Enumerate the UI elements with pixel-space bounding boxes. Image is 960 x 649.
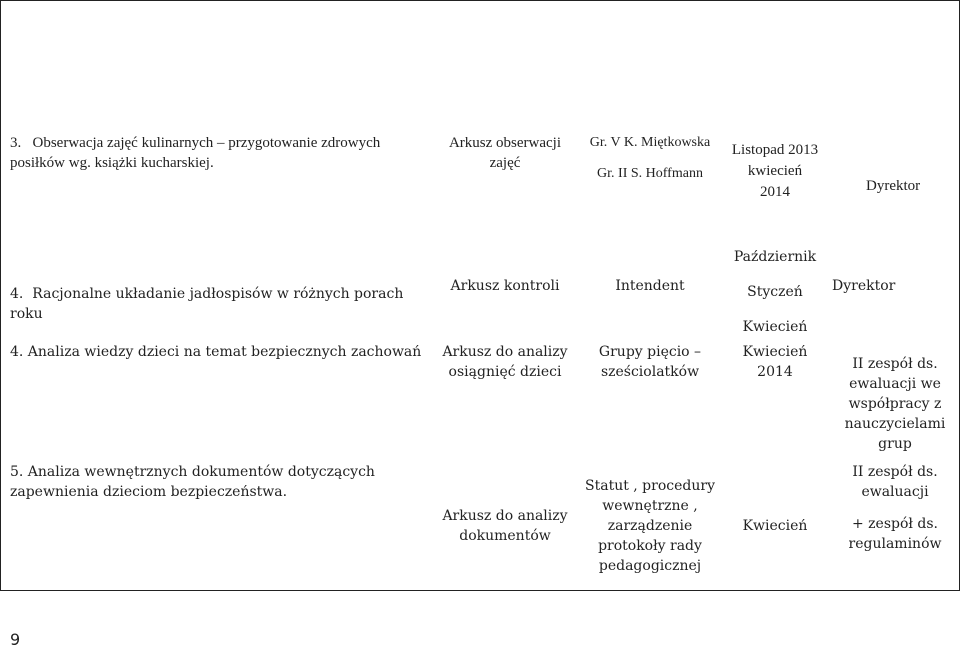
row2-when: Październik Styczeń Kwiecień [733, 249, 817, 335]
row4-topic: 5. Analiza wewnętrznych dokumentów dotyczących zapewnienia dzieciom bezpieczeństwa. [10, 464, 375, 500]
row2-tool: Arkusz kontroli [450, 278, 560, 294]
row1-when: Listopad 2013 kwiecień 2014 [731, 142, 819, 200]
row3-responsible: II zespół ds. ewaluacji we współpracy z nauczycielami grup [844, 356, 946, 452]
row1-responsible: Dyrektor [866, 178, 921, 194]
table-border-left [0, 0, 1, 591]
row2-who: Intendent [615, 278, 685, 294]
row2-topic: 4. Racjonalne układanie jadłospisów w różnych porach roku [10, 286, 404, 322]
row3-tool: Arkusz do analizy osiągnięć dzieci [442, 344, 568, 380]
row4-tool: Arkusz do analizy dokumentów [442, 508, 568, 544]
row4-who: Statut , procedury wewnętrzne , zarządzenie protokoły rady pedagogicznej [585, 478, 715, 574]
page-number: 9 [10, 630, 21, 649]
row1-topic: 3. Obserwacja zajęć kulinarnych – przygotowanie zdrowych posiłków wg. książki kucharskiej. [10, 135, 381, 171]
row1-who: Gr. V K. Miętkowska Gr. II S. Hoffmann [589, 135, 711, 181]
row1-tool: Arkusz obserwacji zajęć [448, 135, 562, 171]
row4-responsible: II zespół ds. ewaluacji + zespół ds. regulaminów [848, 464, 942, 552]
row3-when: Kwiecień 2014 [742, 344, 808, 380]
row4-when: Kwiecień [742, 518, 808, 534]
row2-responsible: Dyrektor [832, 278, 896, 294]
row3-who: Grupy pięcio – sześciolatków [598, 344, 702, 380]
table-border-bottom [0, 590, 960, 591]
table-border-top [0, 0, 960, 1]
row3-topic: 4. Analiza wiedzy dzieci na temat bezpiecznych zachowań [10, 344, 422, 360]
